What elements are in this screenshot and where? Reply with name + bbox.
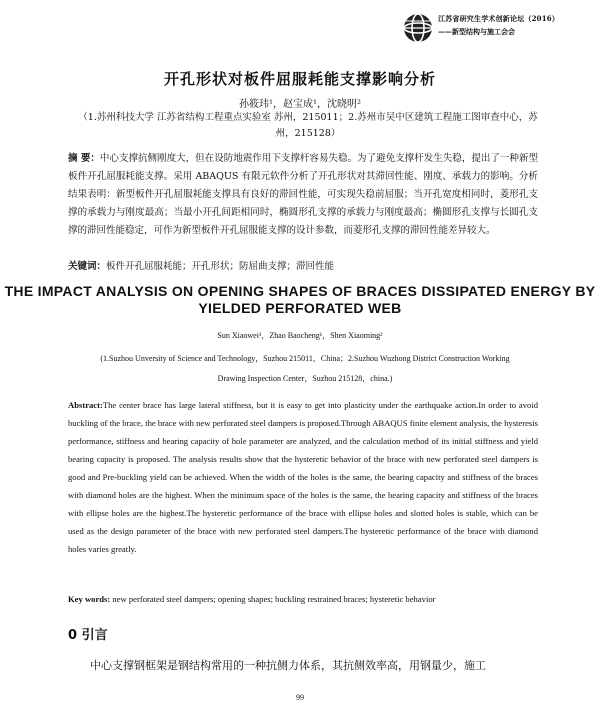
- authors-chinese: 孙筱玮¹，赵宝成¹，沈晓明²: [238, 99, 362, 110]
- keywords-cn-text: 板件开孔屈服耗能；开孔形状；防屈曲支撑；滞回性能: [106, 261, 335, 272]
- keywords-en-label: Key words:: [68, 594, 111, 604]
- section-heading-introduction: 0 引言: [68, 628, 108, 643]
- affiliation-english: (1.Suzhou Unversity of Science and Technology，Suzhou 215011，China；2.Suzhou Wuzhong District Construction Working Drawing Inspection Center，Suzhou 215128，china.): [100, 354, 510, 383]
- header-line-1: 江苏省研究生学术创新论坛（2016）: [438, 14, 560, 23]
- globe-logo-icon: [402, 12, 434, 44]
- conference-header: [402, 12, 582, 46]
- affiliation-chinese: （1.苏州科技大学 江苏省结构工程重点实验室 苏州，215011；2.苏州市吴中区建筑工程施工图审查中心，苏州，215128）: [78, 112, 538, 139]
- title-english: THE IMPACT ANALYSIS ON OPENING SHAPES OF BRACES DISSIPATED ENERGY BY YIELDED PERFORATED WEB: [4, 283, 596, 316]
- keywords-english: [68, 594, 538, 604]
- keywords-chinese: [68, 258, 538, 272]
- keywords-en-text: new perforated steel dampers; opening shapes; buckling restrained braces; hysteretic behavior: [110, 594, 436, 604]
- abstract-en-text: The center brace has large lateral stiffness, but it is easy to get into plasticity under the earthquake action.In order to avoid buckling of the brace, the brace with new perforated steel dampers is proposed.Through ABAQUS finite element analysis, the hysteresis performance, stiffness and bearing capacity of hole parameter are analyzed, and the calculation method of its initial stiffness and yield bearing capacity is proposed. The analysis results show that the hysteretic behavior of the brace with new perforated steel dampers is good and Pre-buckling yield can be achieved. When the width of the holes is the same, the bearing capacity and stiffness of the braces with diamond holes are the highest. When the minimum space of the holes is the same, the bearing capacity and stiffness of the braces with ellipse holes are the highest.The hysteretic performance of the brace with ellipse holes and slotted holes is stable, which can be used as the design parameter of the brace with new perforated steel dampers.The hysteretic performance of the brace with diamond holes varies greatly.: [68, 400, 538, 554]
- abstract-en-label: Abstract:: [68, 400, 103, 410]
- body-paragraph: 中心支撑钢框架是钢结构常用的一种抗侧力体系，其抗侧效率高，用钢量少，施工: [90, 659, 486, 672]
- title-chinese: 开孔形状对板件屈服耗能支撑影响分析: [163, 70, 436, 88]
- abstract-english: [68, 396, 538, 558]
- authors-english: Sun Xiaowei¹，Zhao Baocheng¹，Shen Xiaoming²: [217, 331, 383, 340]
- keywords-cn-label: 关键词：: [68, 261, 107, 272]
- header-line-2: ——新型结构与施工会会: [438, 27, 515, 36]
- abstract-chinese: [68, 150, 538, 240]
- abstract-cn-label: 摘 要：: [68, 153, 100, 164]
- abstract-cn-text: 中心支撑抗侧刚度大，但在设防地震作用下支撑杆容易失稳。为了避免支撑杆发生失稳，提出了一种新型板件开孔屈服耗能支撑。采用 ABAQUS 有限元软件分析了开孔形状对其滞回性能、刚度、承载力的影响。分析结果表明：新型板件开孔屈服耗能支撑具有良好的滞回性能，可实现失稳前屈服；当开孔宽度相同时，菱形孔支撑的承载力与刚度最高；当最小开孔间距相同时，椭圆形孔支撑的承载力与刚度最高；椭圆形孔支撑与长圆孔支撑的滞回性能稳定，可作为新型板件开孔屈服能支撑的设计参数，而菱形孔支撑的滞回性能差异较大。: [68, 153, 538, 236]
- page-number: 99: [296, 693, 304, 702]
